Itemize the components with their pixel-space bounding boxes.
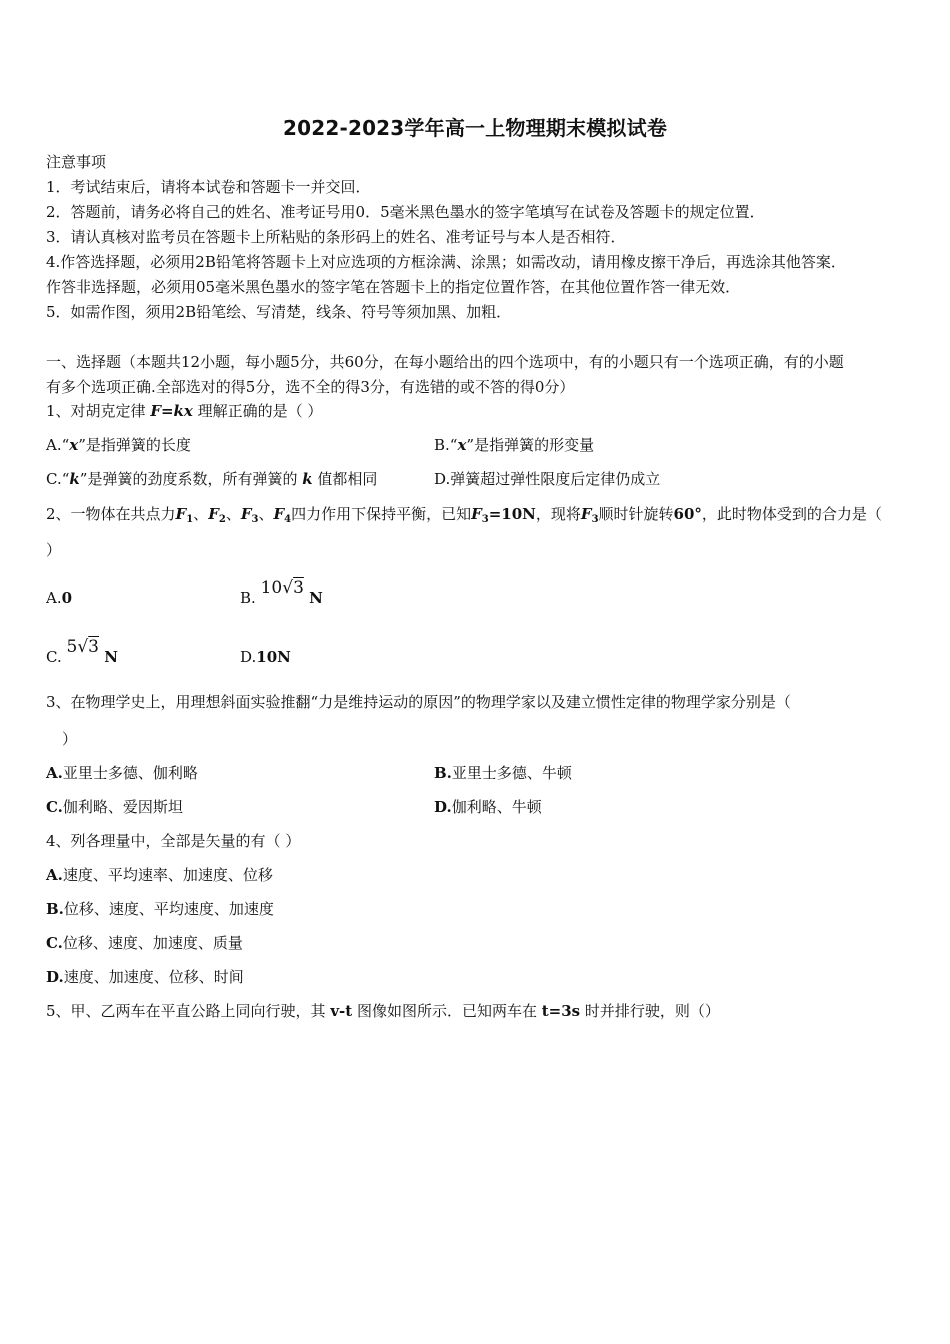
section-heading: 一、选择题（本题共12小题，每小题5分，共60分，在每小题给出的四个选项中，有的小题只有一个选项正确，有的小题 [46, 353, 844, 371]
notice-item: 3．请认真核对监考员在答题卡上所粘贴的条形码上的姓名、准考证号与本人是否相符． [46, 228, 626, 246]
question-3-stem-close: ） [62, 730, 78, 748]
notice-item: 4.作答选择题，必须用2B铅笔将答题卡上对应选项的方框涂满、涂黑；如需改动，请用橡皮擦干净后，再选涂其他答案． [46, 253, 846, 271]
notice-item: 2．答题前，请务必将自己的姓名、准考证号用0．5毫米黑色墨水的签字笔填写在试卷及答题卡的规定位置． [46, 203, 765, 221]
question-2-option-a[interactable]: A.0 [46, 589, 73, 607]
question-3-option-c[interactable]: C.伽利略、爱因斯坦 [46, 798, 183, 816]
question-2-option-c[interactable]: C. 5√3 N [46, 637, 118, 666]
question-3-stem: 3、在物理学史上，用理想斜面实验推翻“力是维持运动的原因”的物理学家以及建立惯性定律的物理学家分别是（ [46, 693, 791, 711]
question-4-option-d[interactable]: D.速度、加速度、位移、时间 [46, 968, 244, 986]
question-3-option-d[interactable]: D.伽利略、牛顿 [434, 798, 542, 816]
section-heading-cont: 有多个选项正确.全部选对的得5分，选不全的得3分，有选错的或不答的得0分） [46, 378, 575, 396]
question-3-option-b[interactable]: B.亚里士多德、牛顿 [434, 764, 572, 782]
question-4-option-c[interactable]: C.位移、速度、加速度、质量 [46, 934, 243, 952]
question-2-stem-close: ） [46, 541, 62, 559]
question-2-option-b[interactable]: B. 10√3 N [240, 578, 323, 607]
page-title: 2022-2023学年高一上物理期末模拟试卷 [282, 116, 668, 140]
question-5-stem: 5、甲、乙两车在平直公路上同向行驶，其 v-t 图像如图所示．已知两车在 t=3s 时并排行驶，则（） [46, 1002, 720, 1020]
question-2-stem: 2、一物体在共点力$F_1$、$F_2$、$F_3$、$F_4$四力作用下保持平衡，已知$F_3=10N$，现将$F_3$顺时针旋转60°，此时物体受到的合力是（ [46, 505, 882, 525]
formula: F=kx [150, 402, 193, 420]
question-1-option-a[interactable]: A.“x”是指弹簧的长度 [46, 436, 191, 454]
question-1-option-c[interactable]: C.“k”是弹簧的劲度系数，所有弹簧的 k 值都相同 [46, 470, 378, 488]
question-2-option-d[interactable]: D.10N [240, 648, 291, 666]
notice-heading: 注意事项 [46, 153, 107, 171]
question-1-option-d[interactable]: D.弹簧超过弹性限度后定律仍成立 [434, 470, 661, 488]
sqrt-expression: 5√3 [66, 637, 99, 657]
question-3-option-a[interactable]: A.亚里士多德、伽利略 [46, 764, 198, 782]
notice-item: 作答非选择题，必须用05毫米黑色墨水的签字笔在答题卡上的指定位置作答，在其他位置作答一律无效． [46, 278, 741, 296]
question-4-stem: 4、列各理量中，全部是矢量的有（ ） [46, 832, 301, 850]
notice-item: 1．考试结束后，请将本试卷和答题卡一并交回． [46, 178, 371, 196]
question-1-stem: 1、对胡克定律 F=kx 理解正确的是（ ） [46, 402, 323, 420]
question-1-option-b[interactable]: B.“x”是指弹簧的形变量 [434, 436, 595, 454]
notice-item: 5．如需作图，须用2B铅笔绘、写清楚，线条、符号等须加黑、加粗． [46, 303, 512, 321]
question-4-option-a[interactable]: A.速度、平均速率、加速度、位移 [46, 866, 273, 884]
question-4-option-b[interactable]: B.位移、速度、平均速度、加速度 [46, 900, 274, 918]
sqrt-expression: 10√3 [260, 578, 304, 598]
